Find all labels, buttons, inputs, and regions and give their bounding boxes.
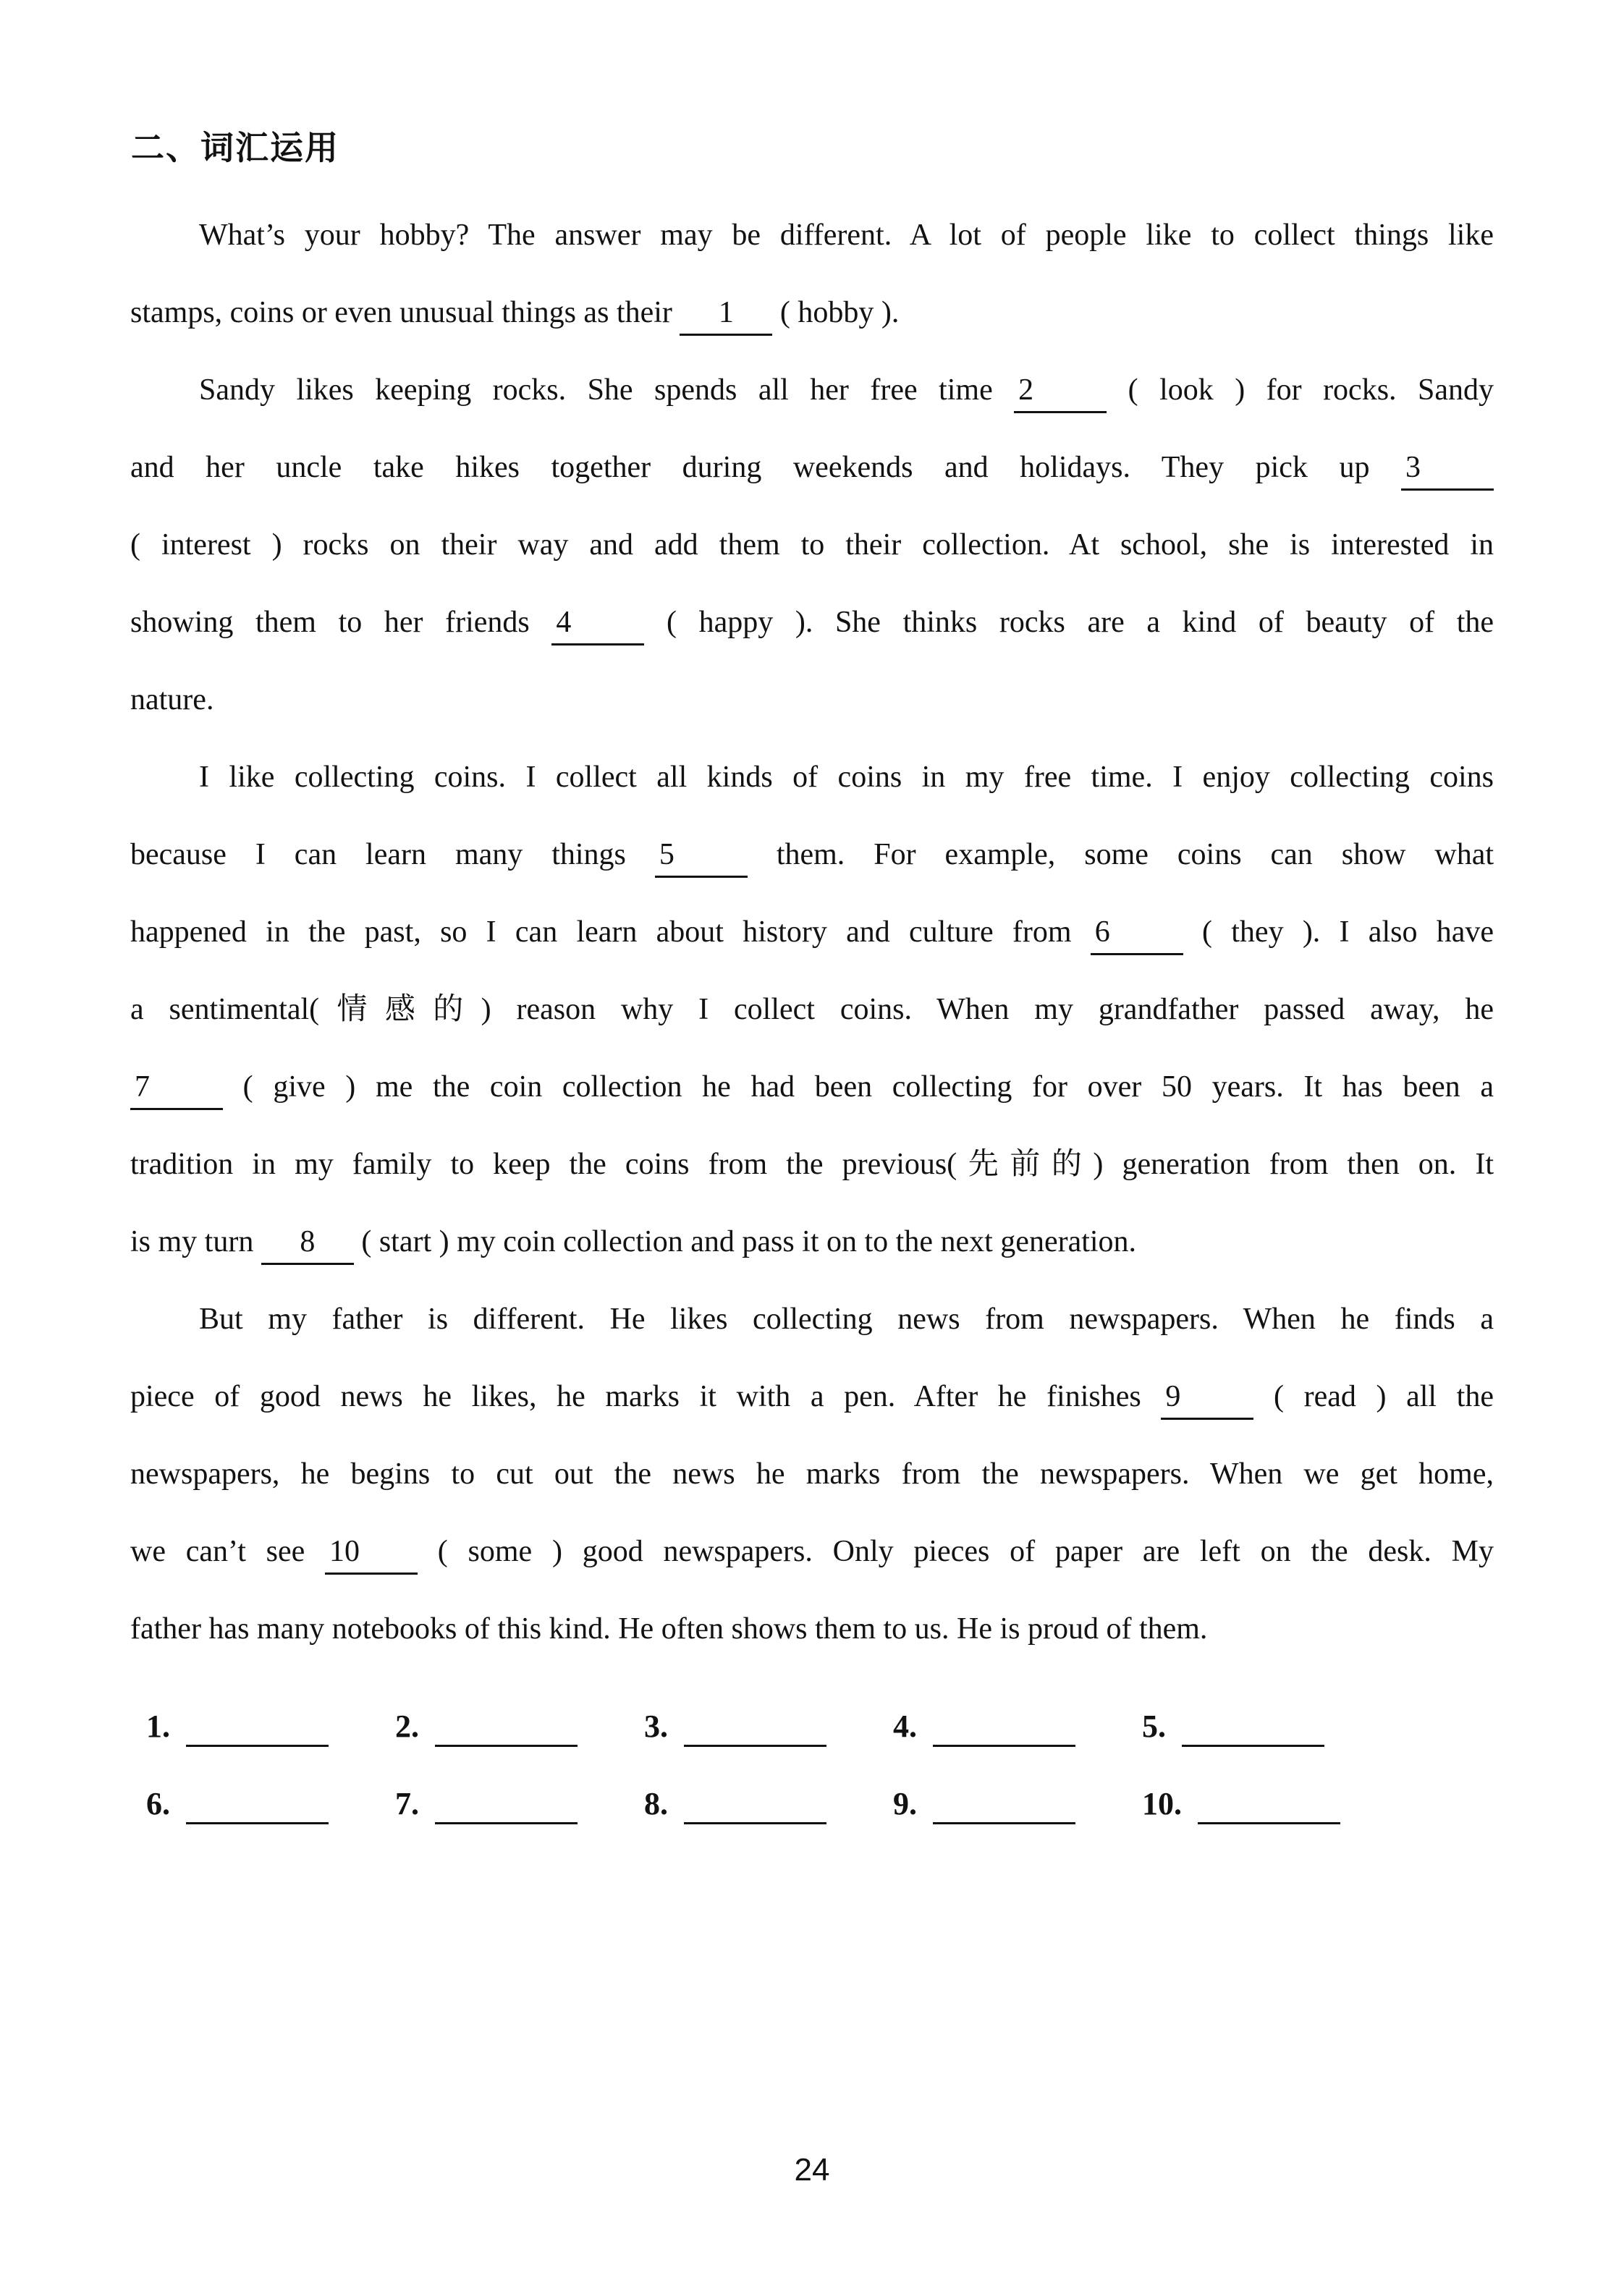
passage-text: stamps, coins or even unusual things as their bbox=[130, 296, 680, 329]
answer-number: 2. bbox=[395, 1709, 419, 1744]
answer-blank-line bbox=[684, 1745, 826, 1747]
passage-line bbox=[130, 197, 1494, 274]
answer-blank-line bbox=[435, 1745, 578, 1747]
answer-item-10 bbox=[1142, 1765, 1391, 1842]
numbered-blank-2: 2 bbox=[1014, 373, 1107, 413]
passage-line bbox=[130, 274, 1494, 352]
answer-item-9 bbox=[893, 1765, 1142, 1842]
page-number: 24 bbox=[794, 2152, 830, 2188]
answer-number: 1. bbox=[146, 1709, 170, 1744]
passage-text: ( some ) good newspapers. Only pieces of paper are left on the desk. My bbox=[418, 1535, 1494, 1568]
answer-item-8 bbox=[644, 1765, 893, 1842]
answer-item-7 bbox=[395, 1765, 644, 1842]
passage-text: ( interest ) rocks on their way and add them to their collection. At school, she is interested in bbox=[130, 528, 1494, 562]
passage-line bbox=[130, 1513, 1494, 1591]
passage-line bbox=[130, 1049, 1494, 1126]
passage-line bbox=[130, 894, 1494, 971]
passage-line bbox=[130, 1281, 1494, 1358]
passage-text: But my father is different. He likes collecting news from newspapers. When he finds a bbox=[199, 1303, 1494, 1336]
passage-text: ( start ) my coin collection and pass it on to the next generation. bbox=[353, 1225, 1137, 1258]
passage-line bbox=[130, 584, 1494, 661]
passage-text: ( look ) for rocks. Sandy bbox=[1107, 373, 1494, 407]
passage-text: piece of good news he likes, he marks it with a pen. After he finishes bbox=[130, 1380, 1162, 1413]
passage-line bbox=[130, 1436, 1494, 1513]
passage-line bbox=[130, 971, 1494, 1049]
passage-line bbox=[130, 429, 1494, 507]
answer-number: 4. bbox=[893, 1709, 917, 1744]
answer-number: 3. bbox=[644, 1709, 668, 1744]
passage-text: tradition in my family to keep the coins from the previous(先前的) generation from then on. It bbox=[130, 1148, 1494, 1181]
passage-line bbox=[130, 1358, 1494, 1436]
answer-blank-line bbox=[1198, 1822, 1340, 1824]
passage-line bbox=[130, 352, 1494, 429]
passage-text: ( they ). I also have bbox=[1183, 915, 1494, 949]
passage-text: we can’t see bbox=[130, 1535, 326, 1568]
passage-text: father has many notebooks of this kind. He often shows them to us. He is proud of them. bbox=[130, 1612, 1208, 1646]
passage-text: ( hobby ). bbox=[772, 296, 900, 329]
answer-blank-line bbox=[435, 1822, 578, 1824]
passage-text: is my turn bbox=[130, 1225, 261, 1258]
numbered-blank-10: 10 bbox=[325, 1535, 418, 1575]
passage-line bbox=[130, 1591, 1494, 1668]
passage-line bbox=[130, 1203, 1494, 1281]
answer-row bbox=[146, 1765, 1510, 1842]
answer-item-5 bbox=[1142, 1688, 1391, 1765]
answer-blank-line bbox=[933, 1822, 1075, 1824]
passage-line bbox=[130, 507, 1494, 584]
passage-line bbox=[130, 739, 1494, 816]
answer-blank-line bbox=[186, 1745, 329, 1747]
numbered-blank-6: 6 bbox=[1091, 915, 1183, 955]
passage-text: them. For example, some coins can show what bbox=[747, 838, 1494, 871]
passage-text: ( give ) me the coin collection he had been collecting for over 50 years. It has been a bbox=[223, 1070, 1494, 1104]
answer-number: 9. bbox=[893, 1786, 917, 1821]
passage-text: ( read ) all the bbox=[1253, 1380, 1494, 1413]
answer-blank-line bbox=[684, 1822, 826, 1824]
passage-line bbox=[130, 661, 1494, 739]
passage-line bbox=[130, 1126, 1494, 1203]
passage-text: newspapers, he begins to cut out the news he marks from the newspapers. When we get home, bbox=[130, 1457, 1494, 1491]
passage-text: Sandy likes keeping rocks. She spends all her free time bbox=[199, 373, 1015, 407]
answer-number: 6. bbox=[146, 1786, 170, 1821]
passage-text: and her uncle take hikes together during weekends and holidays. They pick up bbox=[130, 451, 1401, 484]
passage-text: What’s your hobby? The answer may be different. A lot of people like to collect things like bbox=[199, 219, 1494, 252]
passage-text: ( happy ). She thinks rocks are a kind of beauty of the bbox=[644, 606, 1494, 639]
numbered-blank-5: 5 bbox=[655, 838, 748, 878]
answer-sheet bbox=[146, 1688, 1510, 1842]
numbered-blank-8: 8 bbox=[261, 1225, 354, 1265]
answer-item-4 bbox=[893, 1688, 1142, 1765]
answer-item-3 bbox=[644, 1688, 893, 1765]
answer-item-6 bbox=[146, 1765, 395, 1842]
answer-number: 7. bbox=[395, 1786, 419, 1821]
passage-text: nature. bbox=[130, 683, 214, 716]
passage-text: happened in the past, so I can learn about history and culture from bbox=[130, 915, 1091, 949]
passage-text: a sentimental(情感的) reason why I collect coins. When my grandfather passed away, he bbox=[130, 993, 1494, 1026]
passage-line bbox=[130, 816, 1494, 894]
answer-item-1 bbox=[146, 1688, 395, 1765]
numbered-blank-3: 3 bbox=[1401, 451, 1494, 491]
answer-item-2 bbox=[395, 1688, 644, 1765]
section-heading: 二、词汇运用 bbox=[131, 129, 339, 166]
numbered-blank-9: 9 bbox=[1161, 1380, 1253, 1420]
answer-blank-line bbox=[186, 1822, 329, 1824]
answer-number: 5. bbox=[1142, 1709, 1166, 1744]
numbered-blank-4: 4 bbox=[551, 606, 644, 646]
passage bbox=[130, 197, 1494, 1668]
passage-text: because I can learn many things bbox=[130, 838, 655, 871]
answer-blank-line bbox=[933, 1745, 1075, 1747]
passage-text: showing them to her friends bbox=[130, 606, 552, 639]
numbered-blank-7: 7 bbox=[130, 1070, 223, 1110]
answer-number: 10. bbox=[1142, 1786, 1182, 1821]
answer-blank-line bbox=[1182, 1745, 1324, 1747]
answer-number: 8. bbox=[644, 1786, 668, 1821]
answer-row bbox=[146, 1688, 1510, 1765]
numbered-blank-1: 1 bbox=[680, 296, 772, 336]
passage-text: I like collecting coins. I collect all kinds of coins in my free time. I enjoy collecting coins bbox=[199, 761, 1494, 794]
